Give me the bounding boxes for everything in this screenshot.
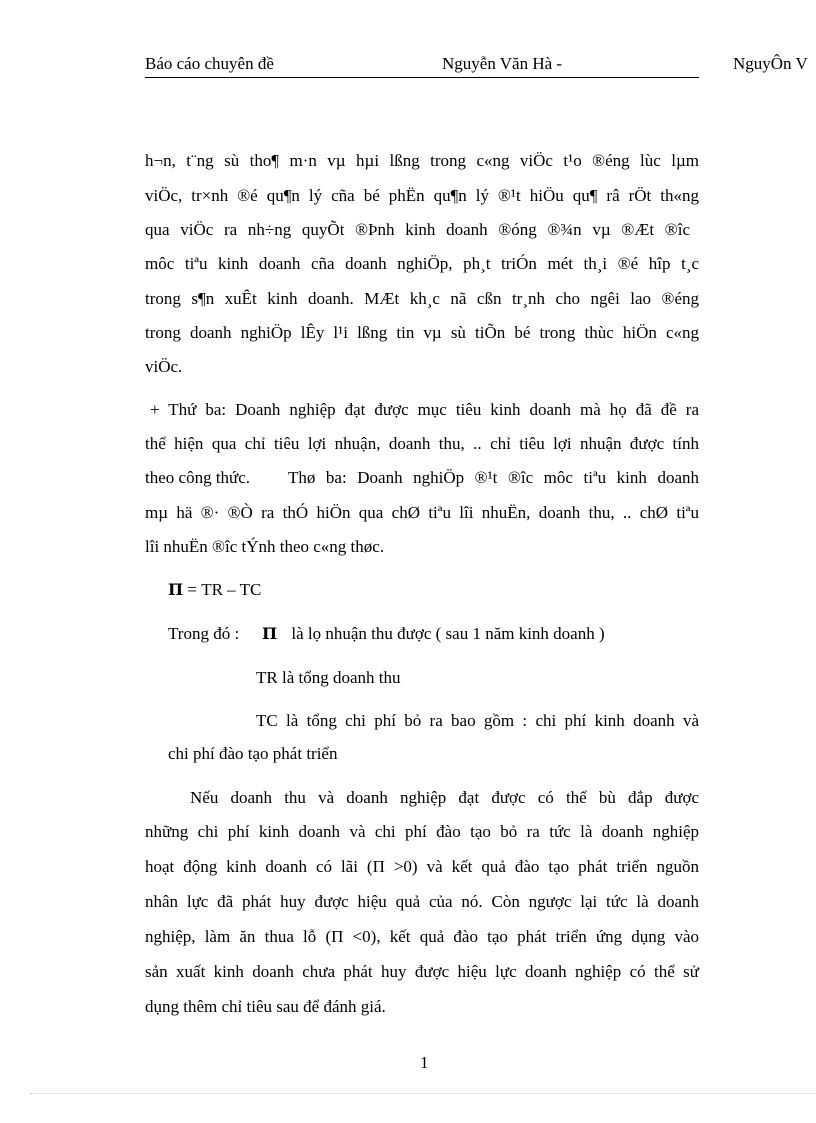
text-line: Nếu doanh thu và doanh nghiệp đạt được có thể bù đắp được	[190, 788, 699, 807]
text-line: trong s¶n xuÊt kinh doanh. MÆt kh¸c nã cßn tr¸nh cho ngêi lao ®éng	[145, 289, 699, 308]
definition-tc-cont: chi phí đào tạo phát triển	[168, 744, 338, 763]
text-line: nhân lực đã phát huy được hiệu quả của nó. Còn ngược lại tức là doanh	[145, 892, 699, 911]
text-line: + Thứ ba: Doanh nghiệp đạt được mục tiêu kinh doanh mà họ đã đề ra	[150, 400, 699, 419]
definition-tc: TC là tổng chi phí bỏ ra bao gồm : chi phí kinh doanh và	[256, 711, 699, 730]
text-line: h¬n, t¨ng sù tho¶ m·n vµ hµi lßng trong c«ng viÖc t¹o ®éng lùc lµm	[145, 151, 699, 170]
definition-pi-text: là lọ nhuận thu được ( sau 1 năm kinh doanh )	[291, 624, 605, 643]
formula-expression: = TR – TC	[187, 580, 262, 599]
text-line: qua viÖc ra nh÷ng quyÕt ®Þnh kinh doanh ®óng ®¾n vµ ®Æt ®îc	[145, 220, 690, 239]
text-line: theo công thức.	[145, 468, 251, 487]
text-line: Thø ba: Doanh nghiÖp ®¹t ®îc môc tiªu kinh doanh	[288, 468, 699, 487]
header-report-title: Báo cáo chuyên đề	[145, 54, 274, 73]
page-number: 1	[420, 1053, 429, 1072]
text-line: viÖc, tr×nh ®é qu¶n lý cña bé phËn qu¶n lý ®¹t hiÖu qu¶ râ rÖt th«ng	[145, 186, 699, 205]
text-line: môc tiªu kinh doanh cña doanh nghiÖp, ph¸t triÓn mét th¸i ®é hîp t¸c	[145, 254, 699, 273]
text-line: viÖc.	[145, 357, 183, 376]
text-line: mµ hä ®· ®Ò ra thÓ hiÖn qua chØ tiªu lîi nhuËn, doanh thu, .. chØ tiªu	[145, 503, 699, 522]
text-line: những chi phí kinh doanh và chi phí đào tạo bỏ ra tức là doanh nghiệp	[145, 822, 699, 841]
header-author: Nguyễn Văn Hà -	[442, 54, 563, 73]
header-author-garbled: NguyÔn V	[733, 54, 808, 73]
definition-tr: TR là tổng doanh thu	[256, 668, 401, 687]
text-line: dụng thêm chỉ tiêu sau để đánh giá.	[145, 997, 386, 1016]
definition-pi	[262, 624, 605, 644]
text-line: trong doanh nghiÖp lÊy l¹i lßng tin vµ sù tiÕn bé trong thùc hiÖn c«ng	[145, 323, 699, 342]
text-line: lîi nhuËn ®îc tÝnh theo c«ng thøc.	[145, 537, 385, 556]
text-line: hoạt động kinh doanh có lãi (Π >0) và kết quả đào tạo phát triển nguồn	[145, 857, 699, 876]
text-line: thể hiện qua chỉ tiêu lợi nhuận, doanh thu, .. chỉ tiêu lợi nhuận được tính	[145, 434, 699, 453]
page-bottom-divider	[30, 1093, 816, 1094]
text-line: sản xuất kinh doanh chưa phát huy được hiệu lực doanh nghiệp có thể sử	[145, 962, 699, 981]
definitions-label: Trong đó :	[168, 624, 240, 643]
text-line: nghiệp, làm ăn thua lỗ (Π <0), kết quả đào tạo phát triển ứng dụng vào	[145, 927, 699, 946]
profit-formula	[168, 580, 261, 600]
header-rule	[145, 77, 699, 78]
pi-symbol: Π	[168, 580, 184, 599]
pi-symbol: Π	[262, 624, 278, 643]
